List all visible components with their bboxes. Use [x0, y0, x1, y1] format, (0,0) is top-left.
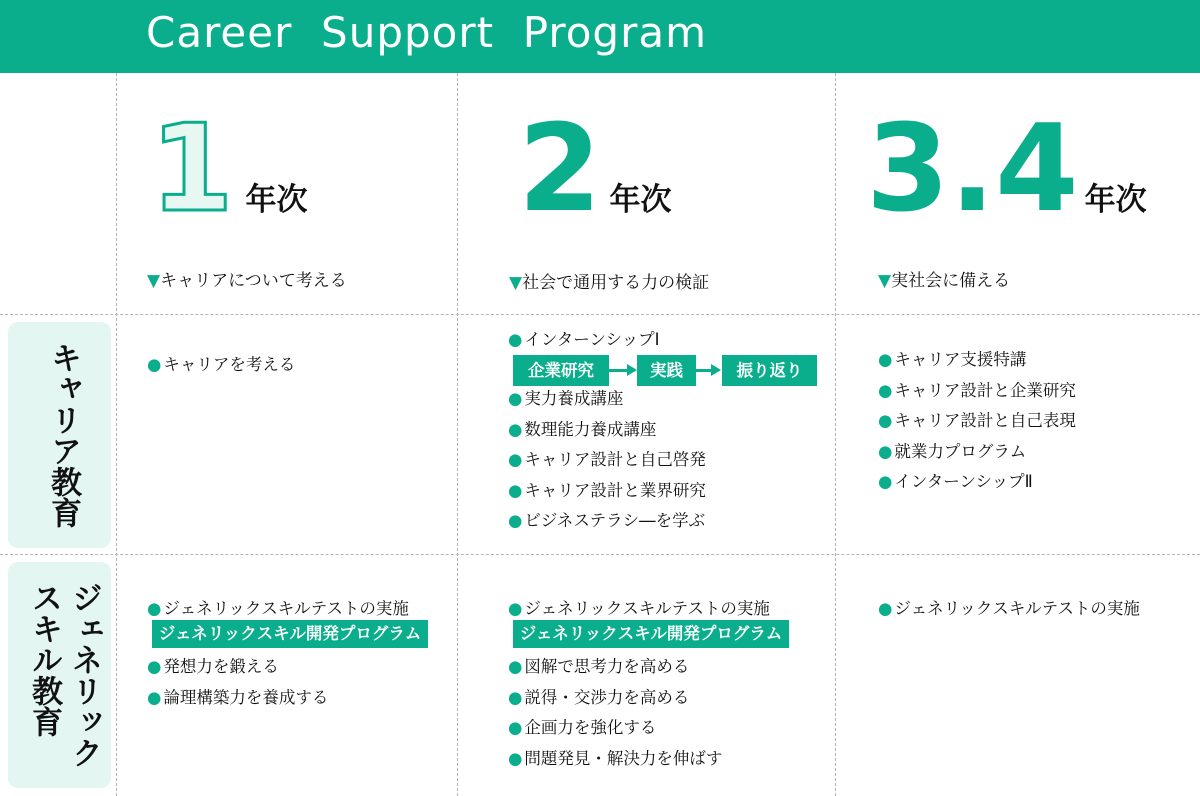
bullet-icon: ● [508, 419, 523, 439]
year-number: 2 [518, 100, 602, 239]
grid-divider [835, 73, 836, 796]
grid-divider [0, 554, 1200, 555]
bullet-icon: ● [508, 480, 523, 500]
list-item: ● キャリア設計と企業研究 [878, 380, 1076, 400]
list-item: ● キャリア支援特講 [878, 350, 1027, 369]
bullet-icon: ● [147, 599, 162, 618]
row-label-generic-skill-education [8, 562, 111, 788]
bullet-icon: ● [878, 350, 893, 369]
grid-divider [0, 314, 1200, 315]
grid-divider [457, 73, 458, 796]
year-number: 3.4 [866, 100, 1079, 239]
page-title: Career Support Program [146, 8, 707, 57]
list-item: ● 企画力を強化する [508, 718, 657, 737]
flow-box-company-research: 企業研究 [513, 355, 609, 386]
arrow-line [609, 369, 629, 372]
year-number: 1 [150, 100, 234, 239]
bullet-icon: ● [508, 599, 523, 618]
bullet-icon: ● [147, 687, 162, 707]
arrow-right-icon [711, 364, 721, 376]
year-header-3-4 [866, 100, 1147, 239]
list-item: ● 図解で思考力を高める [508, 657, 690, 676]
row-label-text: キャリア教育 [45, 342, 81, 528]
row-label-text: スキル教育 [26, 582, 62, 737]
career-list-year-2 [508, 384, 706, 537]
bullet-icon: ● [508, 657, 523, 676]
list-item: ● 実力養成講座 [508, 389, 624, 408]
year-theme: ▼実社会に備える [878, 271, 1011, 291]
list-item: ● キャリアを考える [147, 355, 296, 374]
list-item: ● 数理能力養成講座 [508, 419, 657, 439]
bullet-icon: ● [508, 330, 523, 349]
generic-list-year-2 [508, 652, 722, 774]
bullet-icon: ● [878, 599, 893, 618]
list-item: ● 発想力を鍛える [147, 657, 279, 676]
row-label-text: ジェネリック [66, 582, 102, 768]
generic-program-badge: ジェネリックスキル開発プログラム [513, 620, 789, 648]
bullet-icon: ● [508, 748, 523, 768]
grid-divider [116, 73, 117, 796]
bullet-icon: ● [508, 718, 523, 737]
generic-test-item: ● ジェネリックスキルテストの実施 [147, 599, 409, 618]
bullet-icon: ● [508, 687, 523, 707]
triangle-down-icon: ▼ [878, 271, 892, 291]
list-item: ● キャリア設計と自己啓発 [508, 450, 706, 469]
triangle-down-icon: ▼ [147, 271, 161, 291]
bullet-icon: ● [508, 389, 523, 408]
row-label-career-education [8, 322, 111, 548]
list-item: ● キャリア設計と業界研究 [508, 480, 706, 500]
bullet-icon: ● [147, 657, 162, 676]
generic-list-year-1 [147, 652, 328, 713]
career-list-year-1 [147, 350, 295, 381]
generic-test-item: ● ジェネリックスキルテストの実施 [508, 599, 770, 618]
flow-box-reflection: 振り返り [722, 355, 817, 386]
year-theme: ▼社会で通用する力の検証 [509, 273, 710, 293]
triangle-down-icon: ▼ [509, 273, 523, 293]
year-header-1 [150, 100, 308, 239]
generic-program-badge: ジェネリックスキル開発プログラム [152, 620, 428, 648]
internship-heading: ● インターンシップⅠ [508, 330, 660, 349]
year-suffix: 年次 [1084, 182, 1147, 218]
bullet-icon: ● [878, 380, 893, 400]
bullet-icon: ● [878, 411, 893, 430]
bullet-icon: ● [508, 511, 523, 530]
arrow-right-icon [627, 364, 637, 376]
bullet-icon: ● [878, 441, 893, 461]
bullet-icon: ● [878, 472, 893, 491]
list-item: ● ビジネステラシ―を学ぶ [508, 511, 706, 530]
list-item: ● 就業力プログラム [878, 441, 1027, 461]
year-header-2 [518, 100, 672, 239]
career-list-year-3-4 [878, 345, 1076, 498]
bullet-icon: ● [147, 355, 162, 374]
year-suffix: 年次 [609, 182, 672, 218]
flow-box-practice: 実践 [637, 355, 696, 386]
generic-test-item: ● ジェネリックスキルテストの実施 [878, 599, 1140, 618]
year-theme: ▼キャリアについて考える [147, 271, 347, 291]
bullet-icon: ● [508, 450, 523, 469]
year-suffix: 年次 [245, 182, 308, 218]
list-item: ● 問題発見・解決力を伸ばす [508, 748, 723, 768]
list-item: ● インターンシップⅡ [878, 472, 1033, 491]
list-item: ● 論理構築力を養成する [147, 687, 329, 707]
list-item: ● キャリア設計と自己表現 [878, 411, 1076, 430]
list-item: ● 説得・交渉力を高める [508, 687, 690, 707]
